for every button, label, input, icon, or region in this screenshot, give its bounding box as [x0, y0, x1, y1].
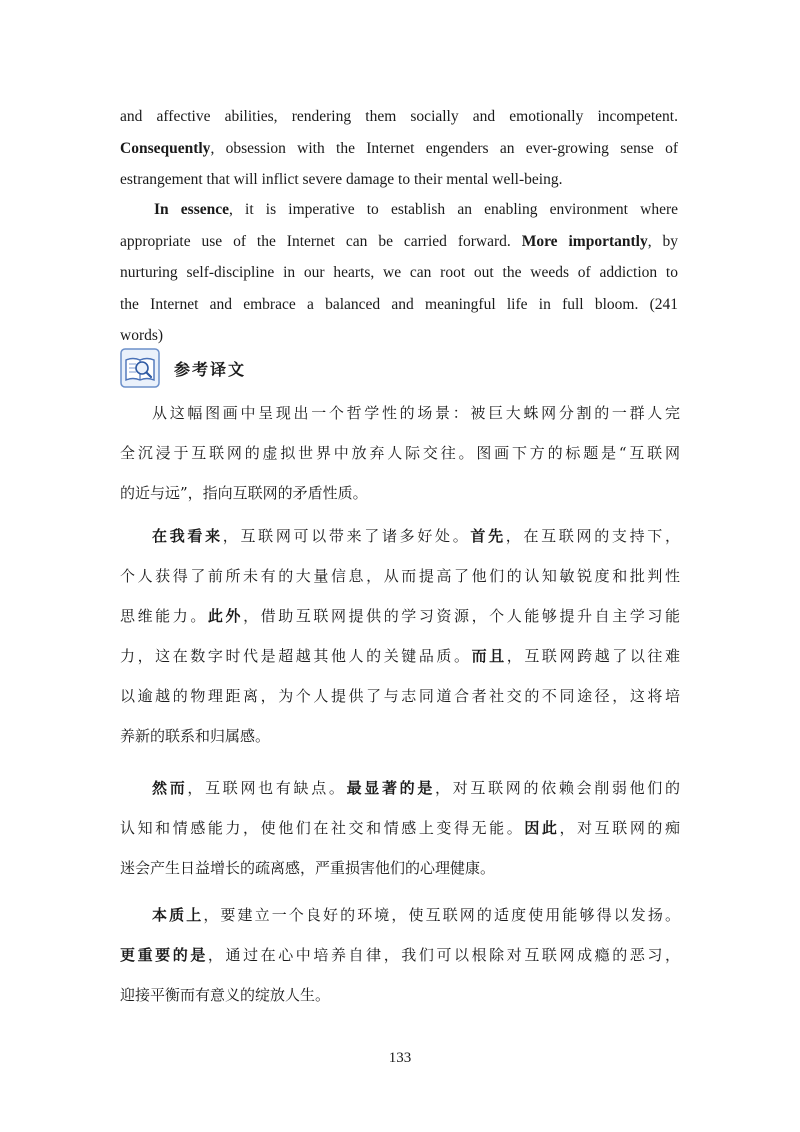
text-line: 个人获得了前所未有的大量信息，从而提高了他们的认知敏锐度和批判性 [120, 567, 680, 585]
text-line: 从这幅图画中呈现出一个哲学性的场景：被巨大蛛网分割的一群人完 [152, 404, 680, 422]
bold-term: 而且 [471, 647, 507, 665]
text-line: estrangement that will inflict severe damage to their mental well-being. [120, 171, 563, 188]
bold-term: 首先 [470, 527, 506, 545]
text-line: the Internet and embrace a balanced and meaningful life in full bloom. (241 [120, 295, 678, 313]
text-line: 更重要的是，通过在心中培养自律，我们可以根除对互联网成瘾的恶习， [120, 946, 680, 964]
text-line: Consequently, obsession with the Internet engenders an ever-growing sense of [120, 139, 678, 157]
bold-term: 此外 [207, 607, 244, 625]
magnifier-book-icon [120, 348, 160, 388]
section-title: 参考译文 [174, 359, 247, 379]
bold-term: More importantly [521, 232, 648, 250]
text-line: 认知和情感能力，使他们在社交和情感上变得无能。因此，对互联网的痴 [120, 819, 680, 837]
chinese-paragraph-4 [120, 895, 680, 1015]
text-line: 本质上，要建立一个良好的环境，使互联网的适度使用能够得以发扬。 [152, 906, 680, 924]
bold-term: In essence [154, 201, 230, 218]
text-line: 以逾越的物理距离，为个人提供了与志同道合者社交的不同途径，这将培 [120, 687, 680, 705]
bold-term: 本质上 [152, 906, 204, 924]
text-line: In essence, it is imperative to establish an enabling environment where [154, 201, 679, 218]
english-paragraph-1 [120, 101, 678, 196]
text-line: 思维能力。此外，借助互联网提供的学习资源，个人能够提升自主学习能 [120, 607, 680, 625]
text-line: and affective abilities, rendering them socially and emotionally incompetent. [120, 108, 678, 125]
bold-term: 因此 [524, 819, 560, 837]
text-line: words) [120, 327, 164, 344]
text-line: appropriate use of the Internet can be carried forward. More importantly, by [120, 232, 679, 250]
text-line: 的近与远”，指向互联网的矛盾性质。 [120, 484, 368, 502]
chinese-paragraph-2 [120, 516, 680, 756]
chinese-paragraph-3 [120, 768, 680, 888]
bold-term: 在我看来 [152, 527, 223, 545]
page-number: 133 [388, 1050, 412, 1066]
text-line: 力，这在数字时代是超越其他人的关键品质。而且，互联网跨越了以往难 [120, 647, 680, 665]
text-line: 在我看来，互联网可以带来了诸多好处。首先，在互联网的支持下， [152, 527, 680, 545]
bold-term: 然而 [152, 779, 188, 797]
english-paragraph-2 [120, 194, 678, 352]
bold-term: 最显著的是 [346, 779, 436, 797]
bold-term: Consequently [120, 139, 211, 157]
bold-term: 更重要的是 [120, 946, 208, 964]
section-heading [120, 348, 246, 388]
text-line: 然而，互联网也有缺点。最显著的是，对互联网的依赖会削弱他们的 [152, 779, 680, 797]
text-line: 迎接平衡而有意义的绽放人生。 [120, 986, 331, 1004]
text-line: 全沉浸于互联网的虚拟世界中放弃人际交往。图画下方的标题是“互联网 [120, 444, 680, 462]
text-line: 迷会产生日益增长的疏离感，严重损害他们的心理健康。 [120, 859, 496, 877]
text-line: nurturing self-discipline in our hearts, we can root out the weeds of addiction to [120, 264, 678, 281]
text-line: 养新的联系和归属感。 [120, 727, 271, 745]
chinese-paragraph-1 [120, 393, 680, 513]
